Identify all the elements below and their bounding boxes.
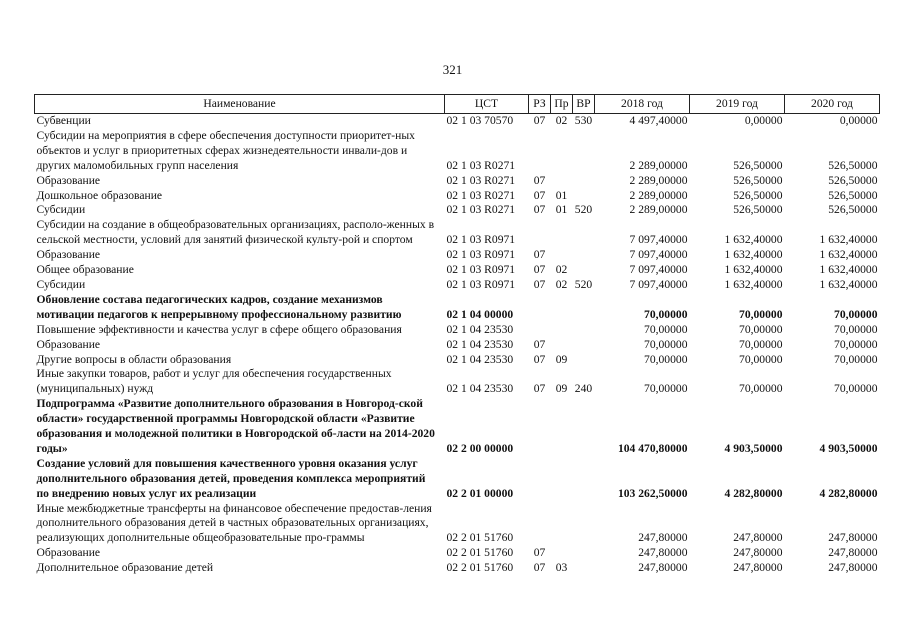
row-value-2020: 247,80000 [828, 561, 878, 575]
row-pr: 02 [555, 114, 568, 127]
row-value-2018: 70,00000 [644, 337, 688, 351]
row-name: Дошкольное образование [36, 188, 163, 202]
row-cst: 02 1 03 R0271 [446, 158, 516, 172]
row-value-2019: 4 903,50000 [724, 441, 783, 455]
row-value-2018: 7 097,40000 [629, 277, 688, 291]
row-pr: 01 [555, 188, 568, 202]
row-rz: 07 [533, 188, 546, 202]
row-rz [529, 323, 551, 338]
row-rz [529, 457, 551, 502]
row-value-2019: 1 632,40000 [724, 263, 783, 277]
table-row [35, 397, 880, 457]
row-name: Иные закупки товаров, работ и услуг для обеспечения государственных (муниципальных) нужд [36, 367, 392, 396]
row-name: Субсидии на создание в общеобразовательных организациях, располо-женных в сельской местности, условий для занятий физической культу-рой и спортом [36, 218, 435, 247]
row-cst: 02 2 01 00000 [446, 486, 514, 500]
row-vr [573, 129, 595, 174]
row-cst: 02 2 01 51760 [446, 531, 514, 545]
row-rz: 07 [533, 114, 546, 127]
row-pr [551, 174, 573, 189]
row-value-2019: 70,00000 [739, 352, 783, 366]
row-cst: 02 1 03 R0971 [446, 263, 516, 277]
row-value-2020: 526,50000 [828, 158, 878, 172]
row-value-2019: 526,50000 [733, 188, 783, 202]
row-name: Общее образование [36, 263, 134, 277]
col-header-pr: Пр [551, 95, 573, 114]
row-value-2018: 70,00000 [644, 322, 688, 336]
row-value-2020: 70,00000 [834, 322, 878, 336]
row-value-2019: 247,80000 [733, 561, 783, 575]
row-value-2020: 247,80000 [828, 546, 878, 560]
row-vr: 240 [574, 382, 593, 396]
row-pr: 09 [555, 382, 568, 396]
row-vr [573, 457, 595, 502]
col-header-2020: 2020 год [785, 95, 880, 114]
row-value-2018: 70,00000 [644, 307, 688, 321]
row-value-2019: 0,00000 [744, 114, 783, 127]
col-header-name: Наименование [35, 95, 445, 114]
row-value-2019: 1 632,40000 [724, 248, 783, 262]
row-vr: 530 [574, 114, 593, 127]
table-row [35, 248, 880, 263]
row-cst: 02 1 03 70570 [446, 114, 514, 127]
row-pr [551, 546, 573, 561]
row-name: Образование [36, 337, 101, 351]
row-cst: 02 1 04 23530 [446, 337, 514, 351]
row-value-2018: 247,80000 [638, 531, 688, 545]
table-row [35, 278, 880, 293]
row-value-2019: 526,50000 [733, 173, 783, 187]
budget-table [34, 94, 880, 576]
col-header-2019: 2019 год [690, 95, 785, 114]
row-value-2020: 4 903,50000 [819, 441, 878, 455]
table-row [35, 338, 880, 353]
row-cst: 02 2 01 51760 [446, 546, 514, 560]
row-vr [573, 561, 595, 576]
row-cst: 02 1 03 R0971 [446, 277, 516, 291]
table-row [35, 546, 880, 561]
row-value-2020: 70,00000 [834, 307, 878, 321]
row-rz [529, 129, 551, 174]
row-cst: 02 1 04 00000 [446, 307, 514, 321]
row-cst: 02 2 00 00000 [446, 441, 514, 455]
table-row [35, 323, 880, 338]
row-rz [529, 293, 551, 323]
table-row [35, 367, 880, 397]
col-header-cst: ЦСТ [445, 95, 529, 114]
row-value-2019: 526,50000 [733, 158, 783, 172]
row-pr [551, 323, 573, 338]
row-cst: 02 1 03 R0271 [446, 188, 516, 202]
row-value-2018: 2 289,00000 [629, 188, 688, 202]
row-value-2018: 2 289,00000 [629, 203, 688, 217]
row-value-2020: 70,00000 [834, 352, 878, 366]
row-value-2020: 1 632,40000 [819, 233, 878, 247]
row-cst: 02 1 03 R0971 [446, 233, 516, 247]
row-value-2019: 526,50000 [733, 203, 783, 217]
row-value-2018: 247,80000 [638, 546, 688, 560]
row-name: Дополнительное образование детей [36, 561, 214, 575]
row-pr [551, 502, 573, 547]
row-cst: 02 1 04 23530 [446, 352, 514, 366]
table-row [35, 203, 880, 218]
row-name: Повышение эффективности и качества услуг в сфере общего образования [36, 322, 402, 336]
row-name: Субвенции [36, 114, 91, 127]
table-row [35, 263, 880, 278]
table-row [35, 502, 880, 547]
row-rz: 07 [533, 263, 546, 277]
row-pr: 03 [555, 561, 568, 575]
table-row [35, 218, 880, 248]
row-value-2020: 526,50000 [828, 173, 878, 187]
row-value-2019: 70,00000 [739, 337, 783, 351]
row-value-2018: 7 097,40000 [629, 248, 688, 262]
row-name: Подпрограмма «Развитие дополнительного образования в Новгород-ской области» государственной программы Новгородской области «Развитие образования и молодежной политики в Новгородской об-ласти на 2014-2020 годы» [36, 397, 435, 455]
row-name: Субсидии [36, 203, 86, 217]
row-vr [573, 189, 595, 204]
row-rz: 07 [533, 337, 546, 351]
row-vr [573, 248, 595, 263]
row-value-2020: 70,00000 [834, 337, 878, 351]
row-rz: 07 [533, 352, 546, 366]
row-value-2019: 70,00000 [739, 307, 783, 321]
row-value-2018: 70,00000 [644, 352, 688, 366]
table-row [35, 561, 880, 576]
col-header-2018: 2018 год [595, 95, 690, 114]
row-value-2020: 526,50000 [828, 188, 878, 202]
row-value-2018: 103 262,50000 [617, 486, 688, 500]
row-cst: 02 1 03 R0271 [446, 173, 516, 187]
row-rz [529, 502, 551, 547]
row-rz: 07 [533, 173, 546, 187]
table-row [35, 129, 880, 174]
table-row [35, 174, 880, 189]
table-row [35, 189, 880, 204]
row-pr [551, 218, 573, 248]
page-number: 321 [442, 62, 463, 77]
row-value-2018: 7 097,40000 [629, 263, 688, 277]
table-row [35, 114, 880, 129]
row-cst: 02 1 03 R0271 [446, 203, 516, 217]
row-pr [551, 248, 573, 263]
row-cst: 02 1 04 23530 [446, 382, 514, 396]
table-row [35, 457, 880, 502]
row-pr: 09 [555, 352, 568, 366]
table-row [35, 293, 880, 323]
row-value-2018: 2 289,00000 [629, 158, 688, 172]
row-name: Образование [36, 248, 101, 262]
row-cst: 02 2 01 51760 [446, 561, 514, 575]
row-pr: 02 [555, 277, 568, 291]
row-value-2018: 7 097,40000 [629, 233, 688, 247]
row-pr [551, 293, 573, 323]
row-value-2018: 104 470,80000 [617, 441, 688, 455]
table-row [35, 353, 880, 368]
row-name: Другие вопросы в области образования [36, 352, 232, 366]
row-value-2019: 247,80000 [733, 531, 783, 545]
row-value-2018: 4 497,40000 [629, 114, 688, 127]
row-value-2020: 247,80000 [828, 531, 878, 545]
row-vr [573, 293, 595, 323]
row-name: Иные межбюджетные трансферты на финансовое обеспечение предостав-ления дополнительного образования детей в частных образовательных организациях, реализующих дополнительные общеобразовательные про-граммы [36, 501, 432, 545]
row-vr [573, 218, 595, 248]
table-header-row [35, 95, 880, 114]
row-value-2018: 247,80000 [638, 561, 688, 575]
row-rz: 07 [533, 561, 546, 575]
row-value-2019: 1 632,40000 [724, 233, 783, 247]
row-value-2020: 0,00000 [839, 114, 878, 127]
row-value-2019: 70,00000 [739, 322, 783, 336]
row-value-2018: 70,00000 [644, 382, 688, 396]
row-vr [573, 323, 595, 338]
row-value-2018: 2 289,00000 [629, 173, 688, 187]
col-header-rz: РЗ [529, 95, 551, 114]
row-value-2020: 1 632,40000 [819, 248, 878, 262]
row-pr [551, 457, 573, 502]
row-pr [551, 129, 573, 174]
row-cst: 02 1 03 R0971 [446, 248, 516, 262]
row-rz: 07 [533, 382, 546, 396]
row-value-2020: 1 632,40000 [819, 263, 878, 277]
row-value-2019: 70,00000 [739, 382, 783, 396]
row-rz: 07 [533, 277, 546, 291]
row-name: Образование [36, 546, 101, 560]
row-vr [573, 174, 595, 189]
row-vr [573, 546, 595, 561]
row-pr: 01 [555, 203, 568, 217]
row-vr [573, 353, 595, 368]
row-value-2020: 4 282,80000 [819, 486, 878, 500]
table-body [35, 114, 880, 577]
row-vr [573, 263, 595, 278]
row-value-2019: 1 632,40000 [724, 277, 783, 291]
col-header-vr: ВР [573, 95, 595, 114]
row-pr [551, 397, 573, 457]
row-name: Субсидии на мероприятия в сфере обеспечения доступности приоритет-ных объектов и услуг в приоритетных сферах жизнедеятельности инвали-дов и других маломобильных групп населения [36, 128, 415, 172]
row-name: Субсидии [36, 277, 86, 291]
row-pr: 02 [555, 263, 568, 277]
row-rz [529, 397, 551, 457]
row-value-2020: 70,00000 [834, 382, 878, 396]
row-rz: 07 [533, 203, 546, 217]
row-value-2020: 526,50000 [828, 203, 878, 217]
row-rz [529, 218, 551, 248]
row-name: Образование [36, 173, 101, 187]
row-cst: 02 1 04 23530 [446, 322, 514, 336]
row-value-2019: 4 282,80000 [724, 486, 783, 500]
row-name: Создание условий для повышения качественного уровня оказания услуг дополнительного образования детей, проведения комплекса мероприятий по внедрению новых услуг их реализации [36, 456, 426, 500]
row-rz: 07 [533, 546, 546, 560]
row-vr: 520 [574, 277, 593, 291]
row-vr [573, 338, 595, 353]
row-pr [551, 338, 573, 353]
row-value-2019: 247,80000 [733, 546, 783, 560]
row-value-2020: 1 632,40000 [819, 277, 878, 291]
row-rz: 07 [533, 248, 546, 262]
row-vr [573, 397, 595, 457]
row-name: Обновление состава педагогических кадров, создание механизмов мотивации педагогов к непрерывному профессиональному развитию [36, 292, 402, 321]
row-vr [573, 502, 595, 547]
row-vr: 520 [574, 203, 593, 217]
